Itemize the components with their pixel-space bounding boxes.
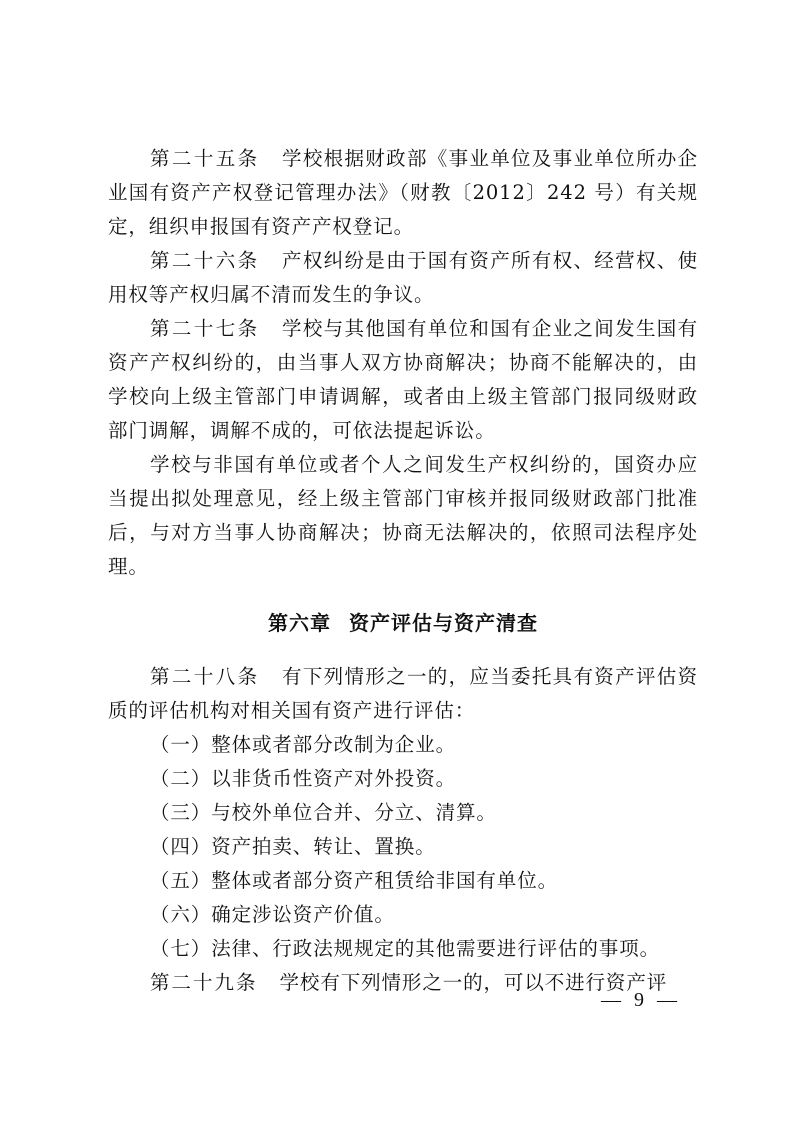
article-heading: 第二十八条 [150, 665, 260, 688]
article-26 [108, 244, 698, 312]
document-body [108, 142, 698, 1000]
list-item: （六）确定涉讼资产价值。 [150, 903, 395, 926]
article-text: 学校有下列情形之一的，可以不进行资产评 [279, 971, 668, 994]
chapter-number: 第六章 [268, 611, 331, 635]
list-item: （一）整体或者部分改制为企业。 [150, 733, 457, 756]
article-text: 学校与其他国有单位和国有企业之间发生国有资产产权纠纷的，由当事人双方协商解决；协商不能解决的，由学校向上级主管部门申请调解，或者由上级主管部门报同级财政部门调解，调解不成的，可依法提起诉讼。 [108, 317, 698, 442]
article-text: 有下列情形之一的，应当委托具有资产评估资质的评估机构对相关国有资产进行评估： [108, 665, 698, 722]
list-item: （三）与校外单位合并、分立、清算。 [150, 801, 497, 824]
article-28 [108, 660, 698, 728]
article-text: 产权纠纷是由于国有资产所有权、经营权、使用权等产权归属不清而发生的争议。 [108, 249, 698, 306]
list-item: （七）法律、行政法规规定的其他需要进行评估的事项。 [150, 937, 661, 960]
chapter-heading [108, 606, 698, 640]
article-27-paragraph-2: 学校与非国有单位或者个人之间发生产权纠纷的，国资办应当提出拟处理意见，经上级主管部门审核并报同级财政部门批准后，与对方当事人协商解决；协商无法解决的，依照司法程序处理。 [108, 453, 698, 578]
article-heading: 第二十六条 [150, 249, 260, 272]
list-item: （五）整体或者部分资产租赁给非国有单位。 [150, 869, 559, 892]
article-25 [108, 142, 698, 244]
article-heading: 第二十五条 [150, 147, 260, 170]
page-number: — 9 — [601, 989, 681, 1011]
article-heading: 第二十七条 [150, 317, 260, 340]
article-text: 学校根据财政部《事业单位及事业单位所办企业国有资产产权登记管理办法》（财教〔2012〕242 号）有关规定，组织申报国有资产产权登记。 [108, 147, 698, 238]
chapter-title: 资产评估与资产清查 [349, 611, 538, 635]
article-heading: 第二十九条 [150, 971, 258, 994]
article-27 [108, 312, 698, 448]
list-item: （二）以非货币性资产对外投资。 [150, 767, 457, 790]
list-item: （四）资产拍卖、转让、置换。 [150, 835, 436, 858]
